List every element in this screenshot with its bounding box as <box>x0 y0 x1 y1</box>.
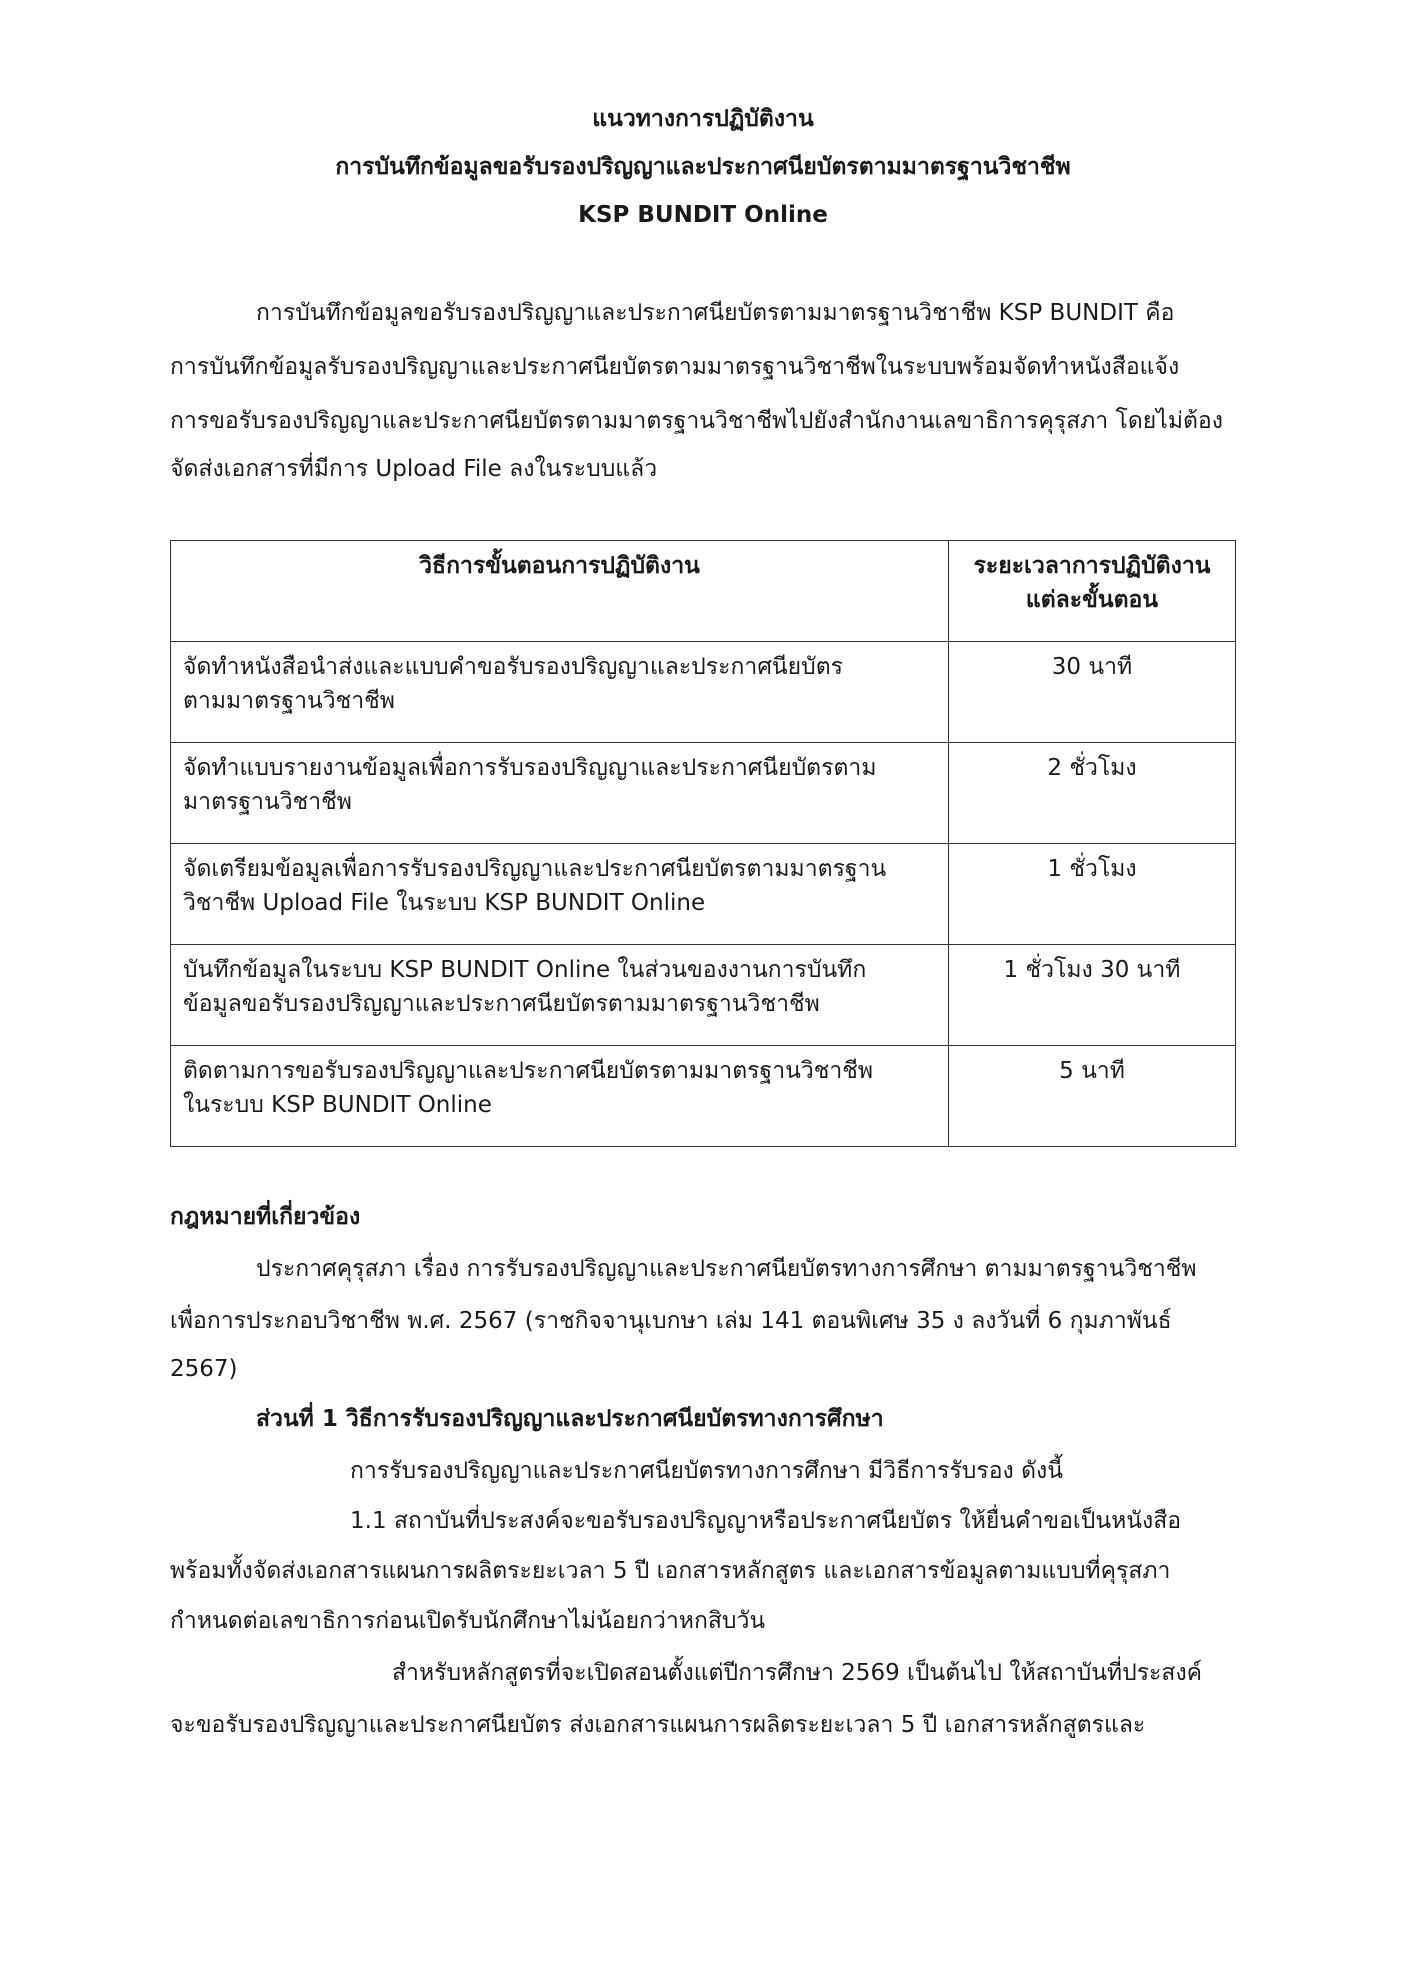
column-header-steps: วิธีการขั้นตอนการปฏิบัติงาน <box>171 541 949 642</box>
section-text-line-6: จะขอรับรองปริญญาและประกาศนียบัตร ส่งเอกสารแผนการผลิตระยะเวลา 5 ปี เอกสารหลักสูตรและ <box>170 1712 1146 1738</box>
column-header-duration-line-2: แต่ละขั้นตอน <box>1025 587 1159 613</box>
duration-cell: 5 นาที <box>949 1046 1236 1147</box>
step-text-line-2: ข้อมูลขอรับรองปริญญาและประกาศนียบัตรตามมาตรฐานวิชาชีพ <box>183 991 820 1017</box>
table-header-row <box>171 541 1236 642</box>
law-heading: กฎหมายที่เกี่ยวข้อง <box>170 1204 361 1230</box>
step-text-line-2: มาตรฐานวิชาชีพ <box>183 789 352 815</box>
table-row <box>171 1046 1236 1147</box>
step-text-line-2: วิชาชีพ Upload File ในระบบ KSP BUNDIT Online <box>183 890 706 916</box>
intro-line-3: การขอรับรองปริญญาและประกาศนียบัตรตามมาตรฐานวิชาชีพไปยังสำนักงานเลขาธิการคุรุสภา โดยไม่ต้อง <box>170 408 1223 434</box>
column-header-duration-line-1: ระยะเวลาการปฏิบัติงาน <box>973 553 1211 579</box>
section-1-heading: ส่วนที่ 1 วิธีการรับรองปริญญาและประกาศนียบัตรทางการศึกษา <box>256 1406 884 1432</box>
law-line-2: เพื่อการประกอบวิชาชีพ พ.ศ. 2567 (ราชกิจจานุเบกษา เล่ม 141 ตอนพิเศษ 35 ง ลงวันที่ 6 กุมภาพันธ์ <box>170 1308 1172 1334</box>
law-line-3: 2567) <box>170 1356 238 1382</box>
duration-cell: 2 ชั่วโมง <box>949 743 1236 844</box>
step-cell <box>171 743 949 844</box>
step-text-line-1: บันทึกข้อมูลในระบบ KSP BUNDIT Online ในส่วนของงานการบันทึก <box>183 957 867 983</box>
step-text-line-1: จัดทำหนังสือนำส่งและแบบคำขอรับรองปริญญาและประกาศนียบัตร <box>183 654 844 680</box>
intro-line-2: การบันทึกข้อมูลรับรองปริญญาและประกาศนียบัตรตามมาตรฐานวิชาชีพในระบบพร้อมจัดทำหนังสือแจ้ง <box>170 354 1180 380</box>
duration-cell: 1 ชั่วโมง <box>949 844 1236 945</box>
table-row <box>171 844 1236 945</box>
step-cell <box>171 844 949 945</box>
table-row <box>171 642 1236 743</box>
section-text-line-1: การรับรองปริญญาและประกาศนียบัตรทางการศึกษา มีวิธีการรับรอง ดังนี้ <box>350 1458 1063 1484</box>
section-text-line-4: กำหนดต่อเลขาธิการก่อนเปิดรับนักศึกษาไม่น้อยกว่าหกสิบวัน <box>170 1608 766 1634</box>
section-text-line-5: สำหรับหลักสูตรที่จะเปิดสอนตั้งแต่ปีการศึกษา 2569 เป็นต้นไป ให้สถาบันที่ประสงค์ <box>392 1660 1203 1686</box>
column-header-duration <box>949 541 1236 642</box>
step-text-line-1: จัดเตรียมข้อมูลเพื่อการรับรองปริญญาและประกาศนียบัตรตามมาตรฐาน <box>183 856 887 882</box>
section-text-line-2: 1.1 สถาบันที่ประสงค์จะขอรับรองปริญญาหรือประกาศนียบัตร ให้ยื่นคำขอเป็นหนังสือ <box>350 1508 1182 1534</box>
step-text-line-2: ในระบบ KSP BUNDIT Online <box>183 1092 492 1118</box>
step-text-line-2: ตามมาตรฐานวิชาชีพ <box>183 688 395 714</box>
doc-title-line-3: KSP BUNDIT Online <box>578 202 828 228</box>
law-line-1: ประกาศคุรุสภา เรื่อง การรับรองปริญญาและประกาศนียบัตรทางการศึกษา ตามมาตรฐานวิชาชีพ <box>256 1256 1197 1282</box>
doc-title-line-2: การบันทึกข้อมูลขอรับรองปริญญาและประกาศนียบัตรตามมาตรฐานวิชาชีพ <box>335 154 1071 180</box>
intro-line-4: จัดส่งเอกสารที่มีการ Upload File ลงในระบบแล้ว <box>170 456 658 482</box>
duration-cell: 30 นาที <box>949 642 1236 743</box>
step-cell <box>171 642 949 743</box>
step-text-line-1: ติดตามการขอรับรองปริญญาและประกาศนียบัตรตามมาตรฐานวิชาชีพ <box>183 1058 874 1084</box>
table-row <box>171 743 1236 844</box>
step-cell <box>171 1046 949 1147</box>
table-row <box>171 945 1236 1046</box>
step-cell <box>171 945 949 1046</box>
duration-cell: 1 ชั่วโมง 30 นาที <box>949 945 1236 1046</box>
procedure-table <box>170 540 1236 1147</box>
step-text-line-1: จัดทำแบบรายงานข้อมูลเพื่อการรับรองปริญญาและประกาศนียบัตรตาม <box>183 755 877 781</box>
doc-title-line-1: แนวทางการปฏิบัติงาน <box>592 106 814 132</box>
intro-line-1: การบันทึกข้อมูลขอรับรองปริญญาและประกาศนียบัตรตามมาตรฐานวิชาชีพ KSP BUNDIT คือ <box>256 300 1175 326</box>
section-text-line-3: พร้อมทั้งจัดส่งเอกสารแผนการผลิตระยะเวลา 5 ปี เอกสารหลักสูตร และเอกสารข้อมูลตามแบบที่คุรุสภา <box>170 1558 1171 1584</box>
